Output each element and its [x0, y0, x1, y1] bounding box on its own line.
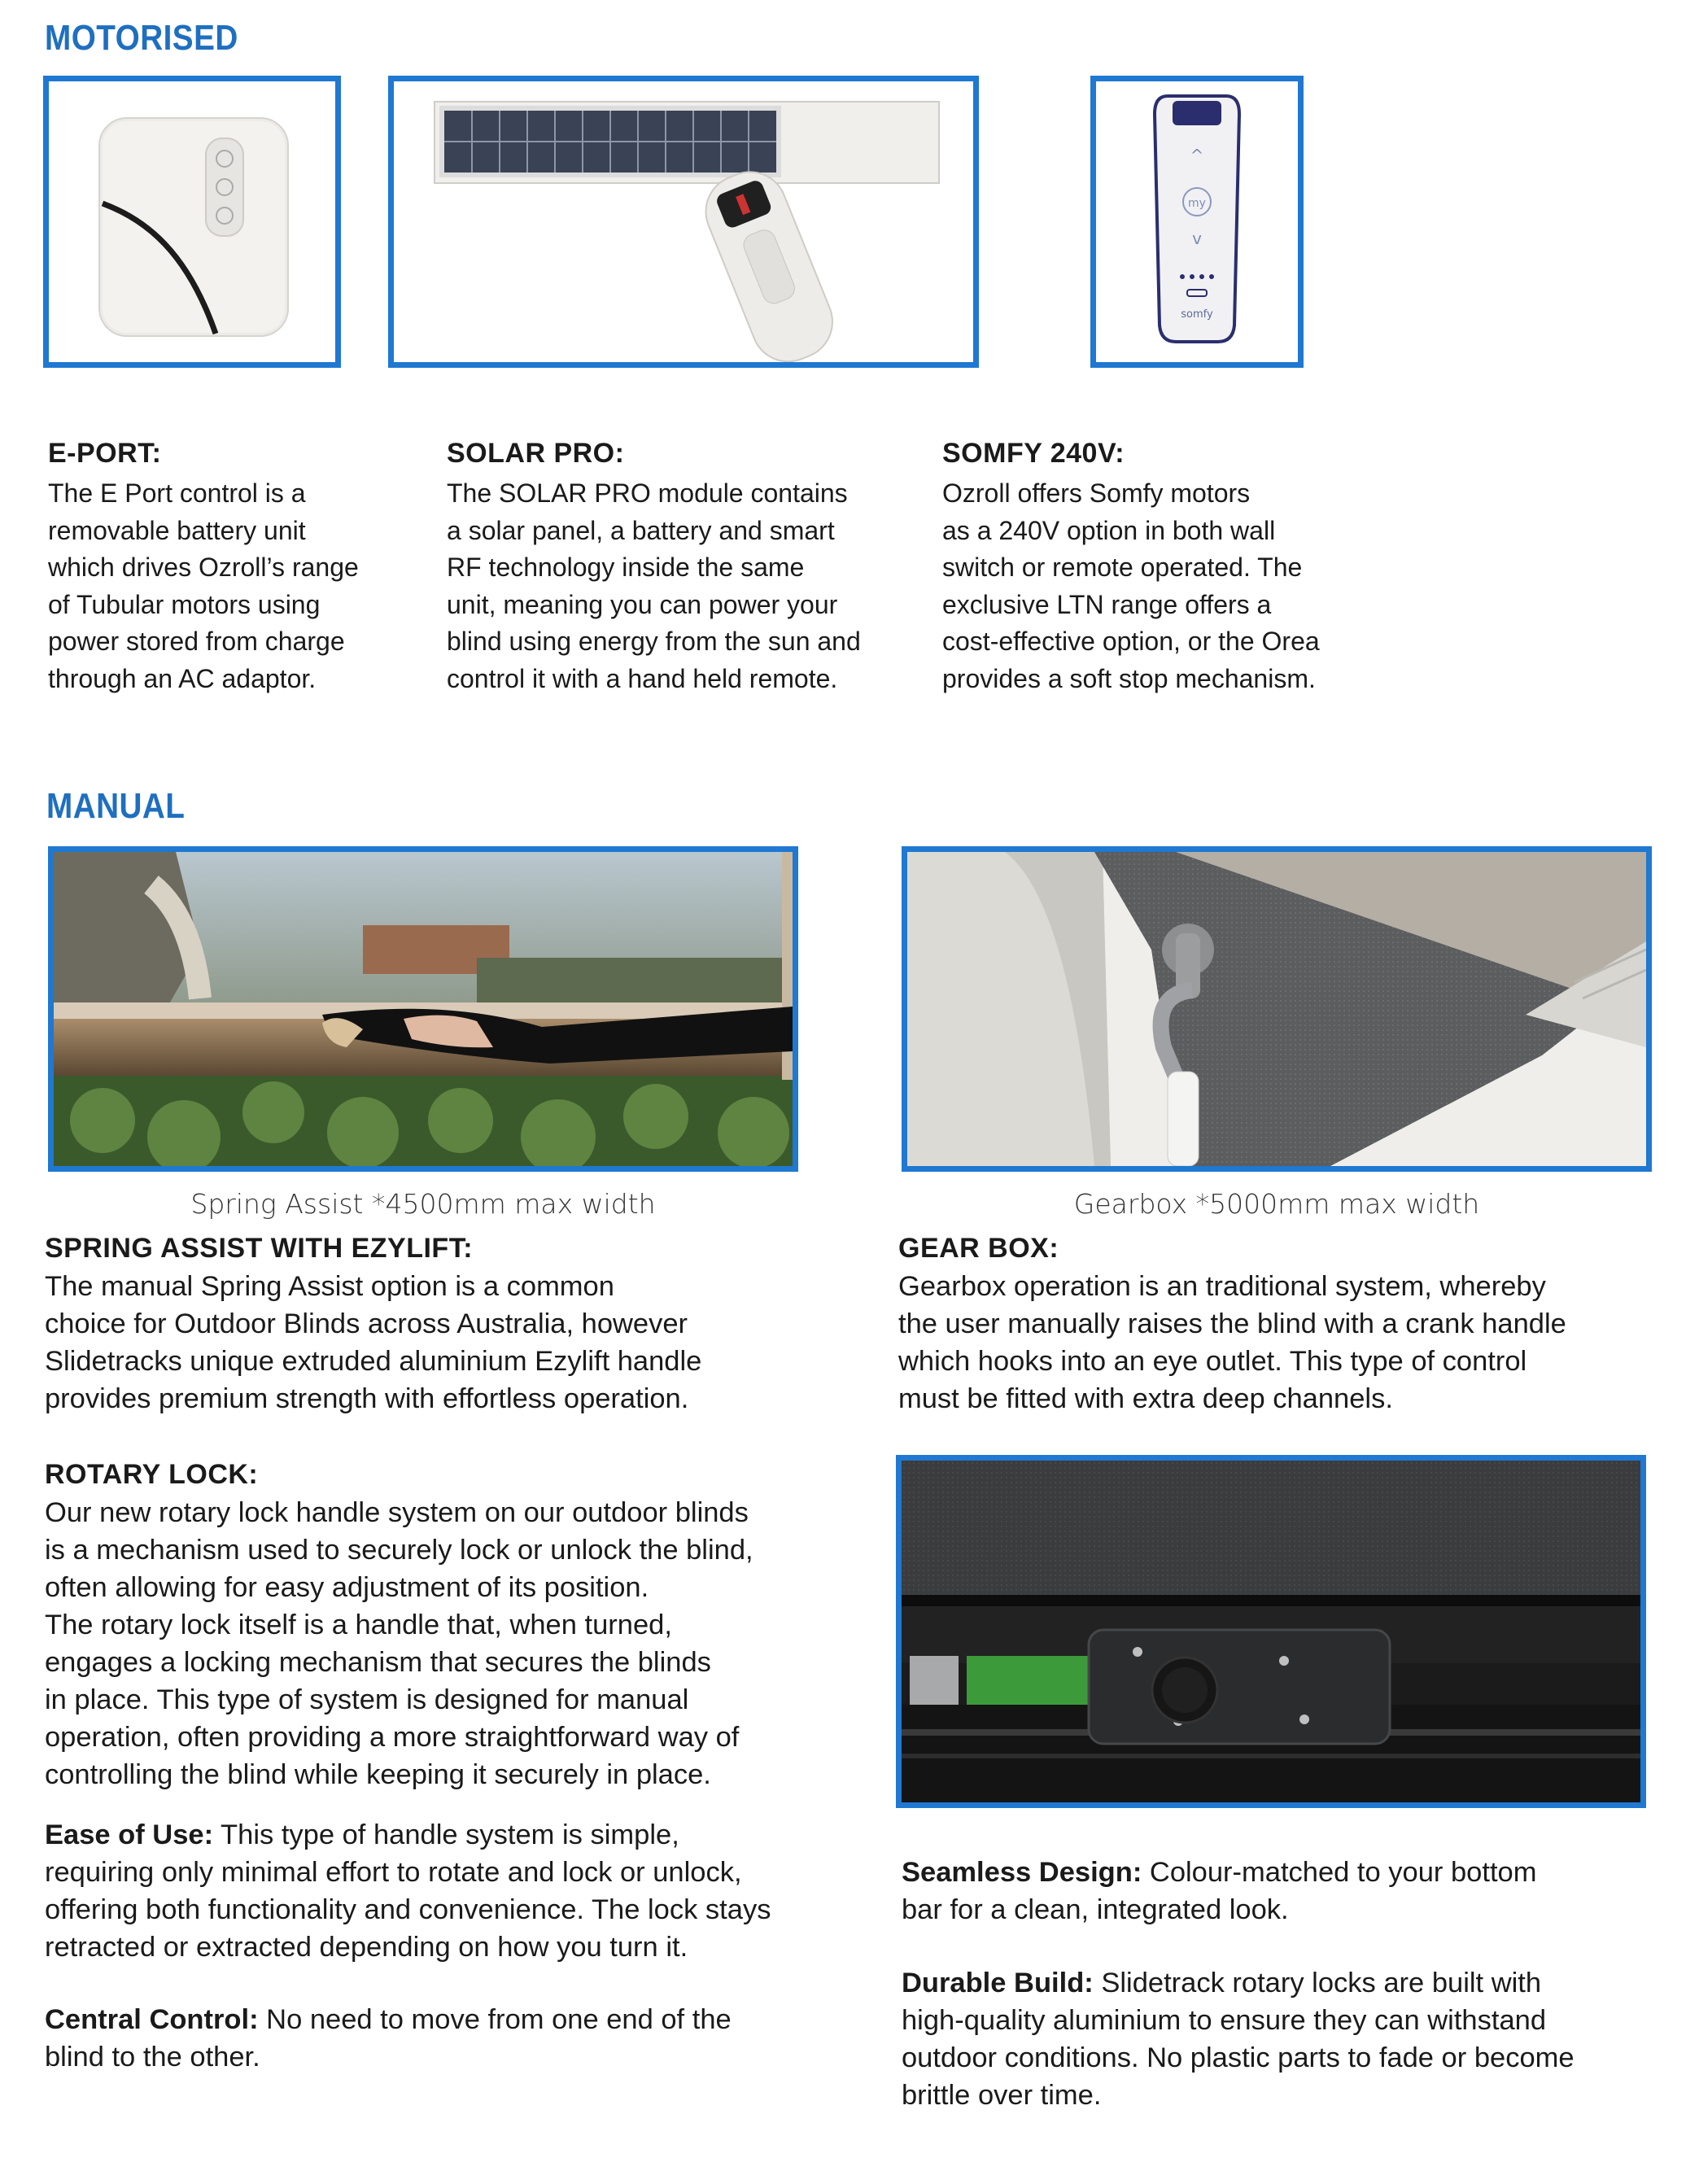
eport-description: The E Port control is a removable battery unit which drives Ozroll’s range of Tubular motors using power stored from charge through an AC adaptor.: [48, 478, 359, 693]
remote-brand-label: somfy: [1181, 308, 1213, 321]
motorised-heading: MOTORISED: [45, 18, 238, 58]
seamless-design-paragraph: [902, 1854, 1683, 1928]
gearbox-image: [902, 846, 1652, 1172]
seamless-design-text: Colour-matched to your bottom bar for a clean, integrated look.: [902, 1857, 1537, 1925]
manual-heading: MANUAL: [46, 786, 186, 826]
rotary-lock-image: [896, 1455, 1646, 1808]
spring-assist-heading: SPRING ASSIST WITH EZYLIFT:: [45, 1233, 474, 1264]
ease-of-use-text: This type of handle system is simple, requiring only minimal effort to rotate and lock or unlock, offering both functionality and convenience. The lock stays retracted or extracted depending on how you turn it.: [45, 1819, 771, 1963]
solar-pro-image: [388, 76, 979, 368]
central-control-label: Central Control:: [45, 2004, 259, 2035]
durable-build-text: Slidetrack rotary locks are built with high-quality aluminium to ensure they can withstand outdoor conditions. No plastic parts to fade or become brittle over time.: [902, 1968, 1575, 2111]
durable-build-paragraph: [902, 1964, 1691, 2114]
gearbox-heading: GEAR BOX:: [898, 1233, 1059, 1264]
central-control-paragraph: [45, 2001, 875, 2076]
somfy-heading: SOMFY 240V:: [942, 438, 1125, 469]
gearbox-caption: Gearbox *5000mm max width: [1073, 1188, 1480, 1220]
spring-assist-image: [48, 846, 798, 1172]
ease-of-use-paragraph: [45, 1816, 875, 1966]
ease-of-use-label: Ease of Use:: [45, 1819, 214, 1850]
svg-text:v: v: [1192, 229, 1202, 248]
durable-build-label: Durable Build:: [902, 1968, 1094, 1998]
spring-assist-description: The manual Spring Assist option is a common choice for Outdoor Blinds across Australia, however Slidetracks unique extruded aluminium Ezylift handle provides premium strength with effortless operation.: [45, 1271, 702, 1414]
somfy-description: Ozroll offers Somfy motors as a 240V option in both wall switch or remote operated. The exclusive LTN range offers a cost-effective option, or the Orea provides a soft stop mechanism.: [942, 478, 1320, 693]
eport-heading: E-PORT:: [48, 438, 162, 469]
rotary-lock-description: Our new rotary lock handle system on our outdoor blinds is a mechanism used to securely lock or unlock the blind, often allowing for easy adjustment of its position. The rotary lock itself is a handle that, when turned, engages a locking mechanism that secures the blinds in place. This type of system is designed for manual operation, often providing a more straightforward way of controlling the blind while keeping it securely in place.: [45, 1497, 753, 1790]
rotary-lock-heading: ROTARY LOCK:: [45, 1459, 259, 1490]
solar-pro-heading: SOLAR PRO:: [447, 438, 625, 469]
eport-image: [43, 76, 341, 368]
solar-pro-description: The SOLAR PRO module contains a solar panel, a battery and smart RF technology inside the same unit, meaning you can power your blind using energy from the sun and control it with a hand held remote.: [447, 478, 861, 693]
seamless-design-label: Seamless Design:: [902, 1857, 1142, 1888]
svg-text:^: ^: [1190, 146, 1204, 165]
somfy-remote-image: [1090, 76, 1304, 368]
central-control-text: No need to move from one end of the blind to the other.: [45, 2004, 732, 2073]
spring-assist-caption: Spring Assist *4500mm max width: [190, 1188, 656, 1220]
gearbox-description: Gearbox operation is an traditional system, whereby the user manually raises the blind with a crank handle which hooks into an eye outlet. This type of control must be fitted with extra deep channels.: [898, 1271, 1566, 1414]
remote-my-label: my: [1188, 197, 1206, 210]
